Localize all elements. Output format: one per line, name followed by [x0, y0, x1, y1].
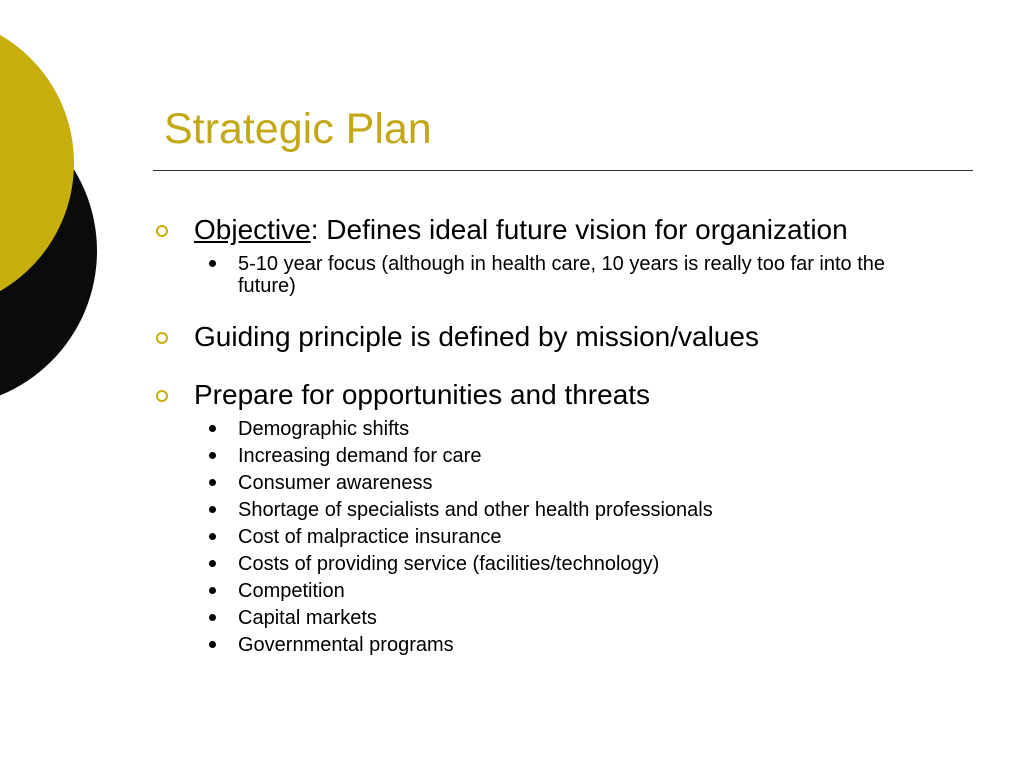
dot-bullet-icon: [209, 533, 216, 540]
dot-bullet-icon: [209, 260, 216, 267]
dot-bullet-icon: [209, 479, 216, 486]
list-item: Demographic shifts: [154, 418, 954, 440]
list-item: 5-10 year focus (although in health care, 10 years is really too far into the future): [154, 253, 954, 297]
ring-bullet-icon: [156, 225, 168, 237]
dot-bullet-icon: [209, 560, 216, 567]
bullet-objective-label: Objective: [194, 214, 311, 245]
bullet-opportunities-threats: [154, 377, 954, 413]
bullet-guiding-principle: [154, 319, 954, 355]
list-item: Competition: [154, 580, 954, 602]
title-divider: [153, 170, 973, 171]
list-item: Costs of providing service (facilities/technology): [154, 553, 954, 575]
dot-bullet-icon: [209, 425, 216, 432]
bullet-content: [154, 212, 954, 656]
list-item: Shortage of specialists and other health professionals: [154, 499, 954, 521]
list-item: Capital markets: [154, 607, 954, 629]
list-item: Consumer awareness: [154, 472, 954, 494]
bullet-objective-text: : Defines ideal future vision for organization: [310, 214, 848, 245]
list-item: Governmental programs: [154, 634, 954, 656]
dot-bullet-icon: [209, 641, 216, 648]
threats-sub-list: [154, 418, 954, 656]
list-item: Increasing demand for care: [154, 445, 954, 467]
ring-bullet-icon: [156, 390, 168, 402]
dot-bullet-icon: [209, 614, 216, 621]
objective-sub-list: [154, 253, 954, 297]
bullet-objective: [154, 212, 954, 248]
dot-bullet-icon: [209, 587, 216, 594]
dot-bullet-icon: [209, 506, 216, 513]
bullet-guiding-principle-text: Guiding principle is defined by mission/values: [194, 321, 759, 352]
slide-title: Strategic Plan: [164, 105, 432, 153]
dot-bullet-icon: [209, 452, 216, 459]
ring-bullet-icon: [156, 332, 168, 344]
bullet-opportunities-threats-text: Prepare for opportunities and threats: [194, 379, 651, 410]
list-item: Cost of malpractice insurance: [154, 526, 954, 548]
